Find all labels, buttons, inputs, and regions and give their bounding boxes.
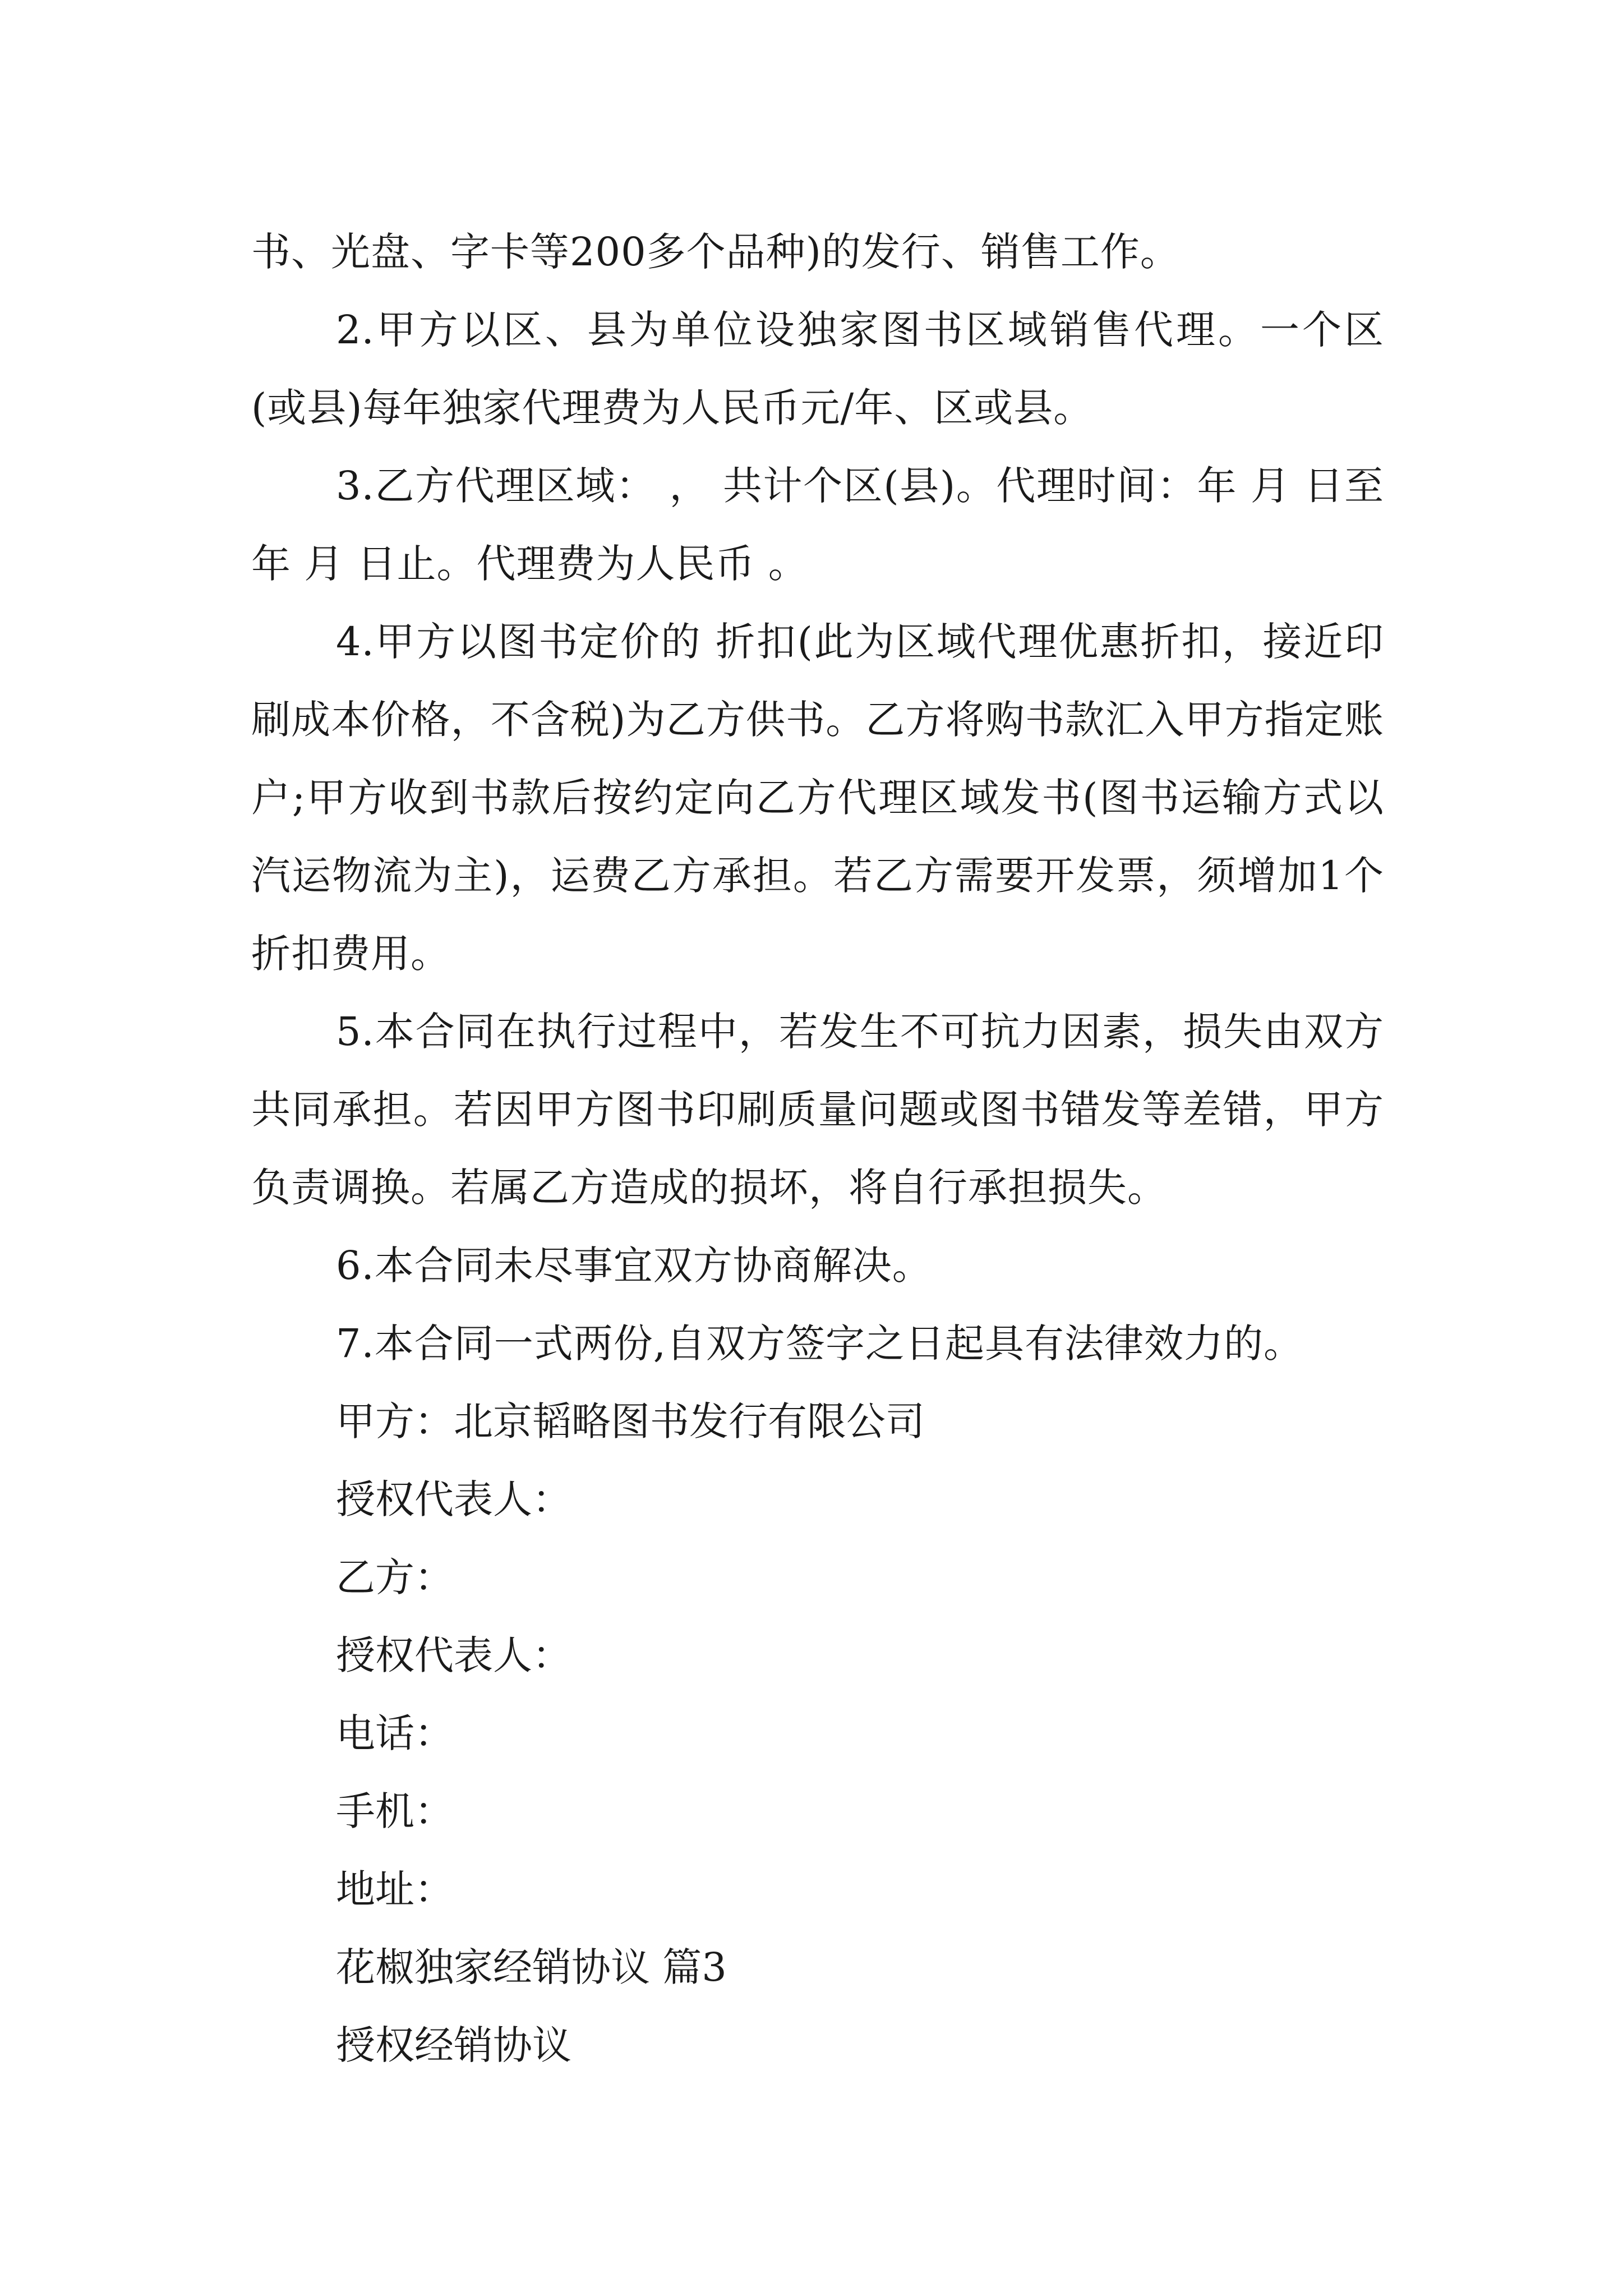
- phone-line: 电话：: [336, 1710, 454, 1756]
- clause-3: 3.乙方代理区域： ， 共计个区(县)。代理时间：年 月 日至年 月 日止。代理费为人民币 。: [251, 463, 1384, 587]
- clause-7: 7.本合同一式两份,自双方签字之日起具有法律效力的。: [336, 1320, 1304, 1366]
- address-line: 地址：: [336, 1866, 454, 1912]
- party-b-line: 乙方：: [336, 1554, 454, 1600]
- clause-4: 4.甲方以图书定价的 折扣(此为区域代理优惠折扣，接近印刷成本价格，不含税)为乙方供书。乙方将购书款汇入甲方指定账户;甲方收到书款后按约定向乙方代理区域发书(图书运输方式以汽运物流为主)，运费乙方承担。若乙方需要开发票，须增加1个折扣费用。: [251, 619, 1384, 977]
- paragraph-continuation: 书、光盘、字卡等200多个品种)的发行、销售工作。: [251, 229, 1180, 275]
- party-b-representative-line: 授权代表人：: [336, 1632, 571, 1678]
- clause-5: 5.本合同在执行过程中，若发生不可抗力因素，损失由双方共同承担。若因甲方图书印刷质量问题或图书错发等差错，甲方负责调换。若属乙方造成的损坏，将自行承担损失。: [251, 1009, 1384, 1211]
- section-heading: 花椒独家经销协议 篇3: [336, 1944, 727, 1990]
- agreement-title: 授权经销协议: [336, 2022, 571, 2068]
- mobile-line: 手机：: [336, 1788, 454, 1834]
- clause-2: 2.甲方以区、县为单位设独家图书区域销售代理。一个区(或县)每年独家代理费为人民币元/年、区或县。: [251, 307, 1384, 431]
- clause-6: 6.本合同未尽事宜双方协商解决。: [336, 1243, 932, 1289]
- party-a-line: 甲方：北京韬略图书发行有限公司: [336, 1398, 925, 1444]
- party-a-representative-line: 授权代表人：: [336, 1476, 571, 1522]
- document-body: [251, 213, 1384, 2085]
